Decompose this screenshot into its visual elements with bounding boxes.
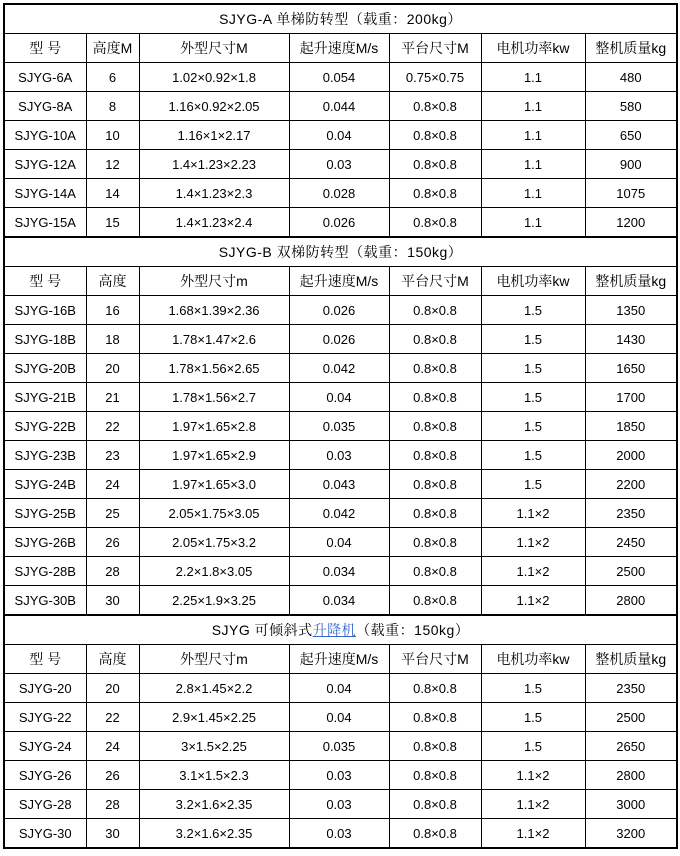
table-row	[4, 732, 677, 761]
cell: SJYG-20	[4, 674, 86, 703]
cell: 0.04	[289, 528, 389, 557]
section-title-row	[4, 615, 677, 645]
cell: 1.68×1.39×2.36	[139, 296, 289, 325]
table-row	[4, 790, 677, 819]
cell: 3×1.5×2.25	[139, 732, 289, 761]
column-header: 起升速度M/s	[289, 645, 389, 674]
cell: 20	[86, 354, 139, 383]
cell: 20	[86, 674, 139, 703]
cell: 900	[585, 150, 677, 179]
cell: 1.1	[481, 179, 585, 208]
cell: 0.8×0.8	[389, 383, 481, 412]
table-row	[4, 499, 677, 528]
cell: 1.5	[481, 703, 585, 732]
table-row	[4, 557, 677, 586]
table-row	[4, 179, 677, 208]
column-header-row	[4, 34, 677, 63]
cell: 0.8×0.8	[389, 179, 481, 208]
cell: 2450	[585, 528, 677, 557]
cell: 0.8×0.8	[389, 499, 481, 528]
cell: 1.1×2	[481, 499, 585, 528]
cell: 1.5	[481, 470, 585, 499]
spec-table-sjyg-a	[3, 3, 678, 238]
section-title-text: SJYG 可倾斜式	[211, 622, 313, 638]
cell: 580	[585, 92, 677, 121]
section-title-text: SJYG-B 双梯防转型（载重：150kg）	[218, 244, 463, 260]
table-row	[4, 586, 677, 616]
cell: 1.16×1×2.17	[139, 121, 289, 150]
cell: 16	[86, 296, 139, 325]
cell: 2.05×1.75×3.05	[139, 499, 289, 528]
cell: 0.04	[289, 121, 389, 150]
cell: 2500	[585, 557, 677, 586]
cell: 2800	[585, 586, 677, 616]
cell: 15	[86, 208, 139, 238]
cell: 1650	[585, 354, 677, 383]
cell: 1.5	[481, 674, 585, 703]
cell: 10	[86, 121, 139, 150]
cell: SJYG-8A	[4, 92, 86, 121]
cell: 0.8×0.8	[389, 674, 481, 703]
column-header: 型 号	[4, 34, 86, 63]
cell: 1.1	[481, 208, 585, 238]
cell: 1.5	[481, 325, 585, 354]
column-header: 整机质量kg	[585, 267, 677, 296]
cell: 3.1×1.5×2.3	[139, 761, 289, 790]
cell: 0.8×0.8	[389, 790, 481, 819]
cell: SJYG-21B	[4, 383, 86, 412]
table-row	[4, 121, 677, 150]
cell: SJYG-18B	[4, 325, 86, 354]
table-row	[4, 819, 677, 849]
cell: 24	[86, 732, 139, 761]
cell: 1.97×1.65×3.0	[139, 470, 289, 499]
cell: SJYG-10A	[4, 121, 86, 150]
cell: SJYG-6A	[4, 63, 86, 92]
cell: 0.026	[289, 208, 389, 238]
column-header: 电机功率kw	[481, 645, 585, 674]
cell: 1.78×1.56×2.65	[139, 354, 289, 383]
table-row	[4, 325, 677, 354]
section-title-row	[4, 237, 677, 267]
cell: SJYG-26	[4, 761, 86, 790]
column-header: 平台尺寸M	[389, 267, 481, 296]
cell: 2.9×1.45×2.25	[139, 703, 289, 732]
cell: 2000	[585, 441, 677, 470]
cell: 0.035	[289, 732, 389, 761]
cell: 2.05×1.75×3.2	[139, 528, 289, 557]
cell: 0.04	[289, 674, 389, 703]
table-row	[4, 412, 677, 441]
table-row	[4, 528, 677, 557]
cell: 1.1×2	[481, 557, 585, 586]
table-row	[4, 92, 677, 121]
cell: 2650	[585, 732, 677, 761]
cell: 650	[585, 121, 677, 150]
table-row	[4, 208, 677, 238]
cell: 0.026	[289, 296, 389, 325]
cell: SJYG-28B	[4, 557, 86, 586]
cell: 0.8×0.8	[389, 703, 481, 732]
cell: 1.5	[481, 732, 585, 761]
cell: SJYG-30	[4, 819, 86, 849]
section-title	[4, 4, 677, 34]
cell: 0.03	[289, 819, 389, 849]
cell: 0.03	[289, 761, 389, 790]
column-header: 高度	[86, 645, 139, 674]
cell: 0.8×0.8	[389, 732, 481, 761]
cell: 0.8×0.8	[389, 92, 481, 121]
cell: 1.1×2	[481, 790, 585, 819]
cell: 30	[86, 586, 139, 616]
cell: SJYG-20B	[4, 354, 86, 383]
cell: 14	[86, 179, 139, 208]
cell: SJYG-24	[4, 732, 86, 761]
cell: 3000	[585, 790, 677, 819]
section-title	[4, 615, 677, 645]
cell: 1.5	[481, 354, 585, 383]
cell: 1.16×0.92×2.05	[139, 92, 289, 121]
cell: 6	[86, 63, 139, 92]
cell: 1.1×2	[481, 819, 585, 849]
cell: 0.042	[289, 499, 389, 528]
cell: 2.8×1.45×2.2	[139, 674, 289, 703]
column-header: 型 号	[4, 267, 86, 296]
column-header: 起升速度M/s	[289, 34, 389, 63]
cell: 1.5	[481, 441, 585, 470]
cell: 1.1×2	[481, 761, 585, 790]
cell: 25	[86, 499, 139, 528]
cell: 1700	[585, 383, 677, 412]
cell: 1200	[585, 208, 677, 238]
table-row	[4, 63, 677, 92]
cell: 0.8×0.8	[389, 441, 481, 470]
cell: 480	[585, 63, 677, 92]
section-title-text: SJYG-A 单梯防转型（载重：200kg）	[219, 11, 462, 27]
cell: 0.8×0.8	[389, 557, 481, 586]
section-title-text: （载重：150kg）	[356, 622, 470, 638]
cell: 0.042	[289, 354, 389, 383]
table-row	[4, 470, 677, 499]
cell: 1.4×1.23×2.4	[139, 208, 289, 238]
cell: 0.8×0.8	[389, 819, 481, 849]
cell: 0.044	[289, 92, 389, 121]
cell: 3200	[585, 819, 677, 849]
column-header: 电机功率kw	[481, 34, 585, 63]
cell: SJYG-25B	[4, 499, 86, 528]
table-row	[4, 761, 677, 790]
cell: 1430	[585, 325, 677, 354]
cell: 30	[86, 819, 139, 849]
cell: 3.2×1.6×2.35	[139, 819, 289, 849]
cell: 1.97×1.65×2.8	[139, 412, 289, 441]
cell: 0.034	[289, 557, 389, 586]
table-row	[4, 150, 677, 179]
column-header: 平台尺寸M	[389, 645, 481, 674]
cell: SJYG-23B	[4, 441, 86, 470]
cell: SJYG-22B	[4, 412, 86, 441]
cell: 1850	[585, 412, 677, 441]
cell: 0.8×0.8	[389, 412, 481, 441]
cell: 0.75×0.75	[389, 63, 481, 92]
cell: SJYG-14A	[4, 179, 86, 208]
column-header-row	[4, 267, 677, 296]
table-row	[4, 703, 677, 732]
cell: SJYG-24B	[4, 470, 86, 499]
cell: 0.8×0.8	[389, 528, 481, 557]
cell: 1.02×0.92×1.8	[139, 63, 289, 92]
cell: 12	[86, 150, 139, 179]
cell: 1.1	[481, 92, 585, 121]
cell: 1.1	[481, 63, 585, 92]
column-header: 外型尺寸m	[139, 645, 289, 674]
cell: 0.03	[289, 150, 389, 179]
cell: 0.04	[289, 383, 389, 412]
cell: 0.8×0.8	[389, 325, 481, 354]
cell: 2350	[585, 674, 677, 703]
cell: 22	[86, 703, 139, 732]
cell: 0.8×0.8	[389, 208, 481, 238]
cell: 1.5	[481, 412, 585, 441]
cell: 0.034	[289, 586, 389, 616]
cell: 1.4×1.23×2.23	[139, 150, 289, 179]
cell: 23	[86, 441, 139, 470]
column-header: 平台尺寸M	[389, 34, 481, 63]
table-row	[4, 354, 677, 383]
cell: SJYG-15A	[4, 208, 86, 238]
section-title	[4, 237, 677, 267]
column-header: 高度	[86, 267, 139, 296]
cell: 0.8×0.8	[389, 470, 481, 499]
column-header: 电机功率kw	[481, 267, 585, 296]
cell: 1.5	[481, 296, 585, 325]
table-row	[4, 383, 677, 412]
cell: 8	[86, 92, 139, 121]
spec-table-sjyg-b	[3, 236, 678, 616]
cell: 1.97×1.65×2.9	[139, 441, 289, 470]
cell: 2350	[585, 499, 677, 528]
cell: 0.8×0.8	[389, 296, 481, 325]
cell: 18	[86, 325, 139, 354]
cell: 26	[86, 761, 139, 790]
cell: 1.1	[481, 121, 585, 150]
cell: 1.78×1.56×2.7	[139, 383, 289, 412]
column-header: 整机质量kg	[585, 645, 677, 674]
column-header: 整机质量kg	[585, 34, 677, 63]
cell: SJYG-16B	[4, 296, 86, 325]
cell: 0.8×0.8	[389, 761, 481, 790]
cell: 0.8×0.8	[389, 354, 481, 383]
cell: 2.25×1.9×3.25	[139, 586, 289, 616]
cell: 0.03	[289, 441, 389, 470]
cell: 1.1×2	[481, 586, 585, 616]
cell: 1075	[585, 179, 677, 208]
cell: 2500	[585, 703, 677, 732]
cell: 1.5	[481, 383, 585, 412]
cell: SJYG-12A	[4, 150, 86, 179]
table-row	[4, 441, 677, 470]
cell: 2200	[585, 470, 677, 499]
column-header-row	[4, 645, 677, 674]
cell: 0.03	[289, 790, 389, 819]
cell: 22	[86, 412, 139, 441]
cell: 0.04	[289, 703, 389, 732]
cell: 1.78×1.47×2.6	[139, 325, 289, 354]
section-title-row	[4, 4, 677, 34]
column-header: 型 号	[4, 645, 86, 674]
cell: 0.8×0.8	[389, 586, 481, 616]
cell: 26	[86, 528, 139, 557]
cell: 2.2×1.8×3.05	[139, 557, 289, 586]
cell: 1.4×1.23×2.3	[139, 179, 289, 208]
cell: SJYG-30B	[4, 586, 86, 616]
lift-link[interactable]: 升降机	[312, 622, 357, 638]
cell: 3.2×1.6×2.35	[139, 790, 289, 819]
column-header: 起升速度M/s	[289, 267, 389, 296]
cell: 0.054	[289, 63, 389, 92]
cell: 28	[86, 557, 139, 586]
cell: 0.035	[289, 412, 389, 441]
cell: 0.8×0.8	[389, 150, 481, 179]
cell: SJYG-22	[4, 703, 86, 732]
cell: 2800	[585, 761, 677, 790]
cell: 21	[86, 383, 139, 412]
cell: 1.1×2	[481, 528, 585, 557]
cell: 0.026	[289, 325, 389, 354]
cell: 1.1	[481, 150, 585, 179]
cell: 28	[86, 790, 139, 819]
column-header: 外型尺寸M	[139, 34, 289, 63]
cell: SJYG-28	[4, 790, 86, 819]
cell: 0.028	[289, 179, 389, 208]
column-header: 高度M	[86, 34, 139, 63]
cell: 0.8×0.8	[389, 121, 481, 150]
cell: SJYG-26B	[4, 528, 86, 557]
cell: 24	[86, 470, 139, 499]
cell: 0.043	[289, 470, 389, 499]
table-row	[4, 674, 677, 703]
table-row	[4, 296, 677, 325]
cell: 1350	[585, 296, 677, 325]
column-header: 外型尺寸m	[139, 267, 289, 296]
spec-table-sjyg-tilt	[3, 614, 678, 849]
